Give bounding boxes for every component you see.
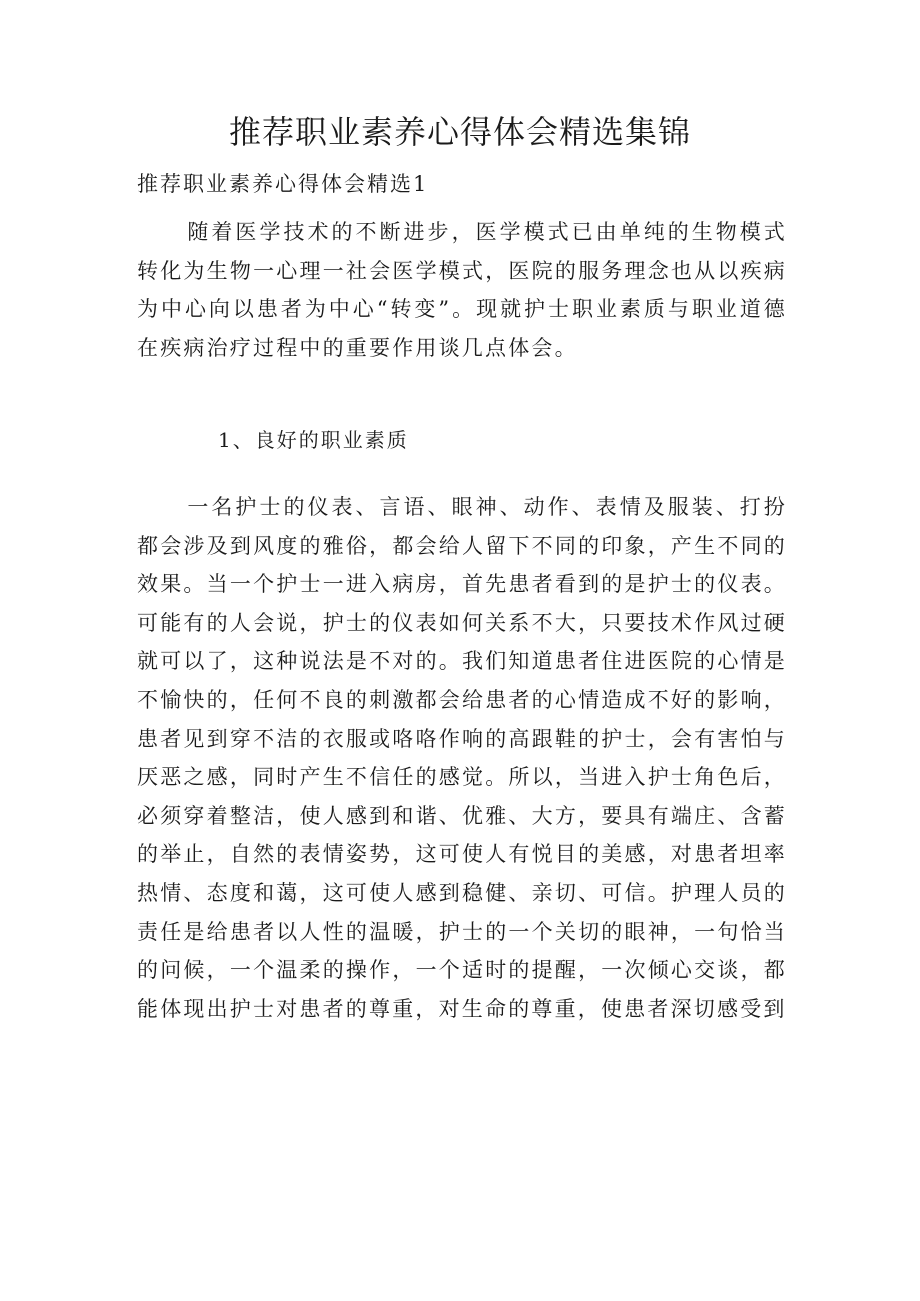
section-heading: 1、良好的职业素质 bbox=[218, 428, 409, 452]
document-subtitle: 推荐职业素养心得体会精选1 bbox=[137, 172, 429, 196]
paragraph-professional-quality: 一名护士的仪表、言语、眼神、动作、表情及服装、打扮都会涉及到风度的雅俗，都会给人留下不同的印象，产生不同的效果。当一个护士一进入病房，首先患者看到的是护士的仪表。可能有的人会说，护士的仪表如何关系不大，只要技术作风过硬就可以了，这种说法是不对的。我们知道患者住进医院的心情是不愉快的，任何不良的刺激都会给患者的心情造成不好的影响，患者见到穿不洁的衣服或咯咯作响的高跟鞋的护士，会有害怕与厌恶之感，同时产生不信任的感觉。所以，当进入护士角色后，必须穿着整洁，使人感到和谐、优雅、大方，要具有端庄、含蓄的举止，自然的表情姿势，这可使人有悦目的美感，对患者坦率热情、态度和蔼，这可使人感到稳健、亲切、可信。护理人员的责任是给患者以人性的温暖，护士的一个关切的眼神，一句恰当的问候，一个温柔的操作，一个适时的提醒，一次倾心交谈，都能体现出护士对患者的尊重，对生命的尊重，使患者深切感受到 bbox=[137, 495, 787, 1021]
paragraph-intro: 随着医学技术的不断进步，医学模式已由单纯的生物模式转化为生物一心理一社会医学模式，医院的服务理念也从以疾病为中心向以患者为中心“转变”。现就护士职业素质与职业道德在疾病治疗过程中的重要作用谈几点体会。 bbox=[137, 220, 787, 360]
document-title: 推荐职业素养心得体会精选集锦 bbox=[228, 113, 691, 151]
